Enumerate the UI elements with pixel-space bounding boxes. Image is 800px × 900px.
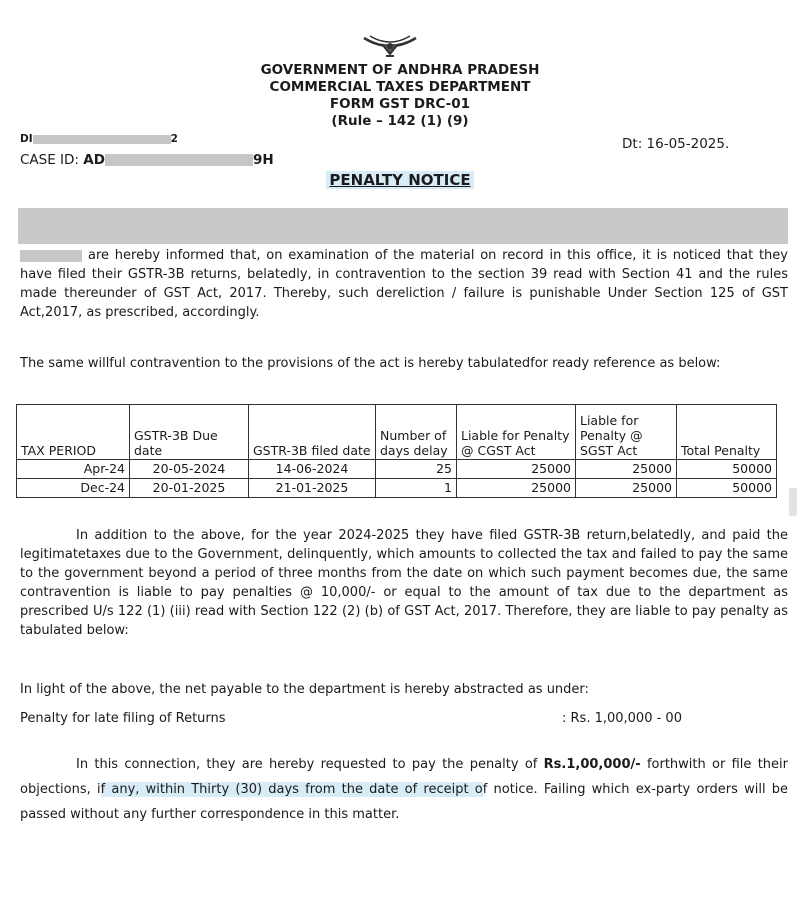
col-cgst-penalty: Liable for Penalty @ CGST Act — [457, 405, 576, 460]
cell-cgst: 25000 — [457, 460, 576, 479]
col-days-delay: Number of days delay — [376, 405, 457, 460]
col-filed-date: GSTR-3B filed date — [249, 405, 376, 460]
header-department: COMMERCIAL TAXES DEPARTMENT — [269, 79, 531, 95]
paragraph-net-payable: In light of the above, the net payable to the department is hereby abstracted as under: — [20, 682, 589, 697]
col-sgst-penalty: Liable for Penalty @ SGST Act — [576, 405, 677, 460]
cell-filed-date: 14-06-2024 — [249, 460, 376, 479]
name-redaction — [20, 250, 82, 262]
table-row — [17, 479, 777, 498]
notice-title-wrap — [0, 170, 800, 189]
paragraph-contravention: The same willful contravention to the provisions of the act is hereby tabulatedfor ready reference as below: — [20, 356, 721, 371]
cell-sgst: 25000 — [576, 479, 677, 498]
notice-date: Dt: 16-05-2025. — [622, 136, 730, 152]
header-form: FORM GST DRC-01 — [329, 96, 471, 112]
addressee-redaction — [18, 208, 788, 244]
cell-tax-period: Apr-24 — [17, 460, 130, 479]
header-rule: (Rule – 142 (1) (9) — [331, 113, 469, 129]
cell-sgst: 25000 — [576, 460, 677, 479]
penalty-amount: Rs.1,00,000/- — [543, 757, 641, 772]
paragraph-request: In this connection, they are hereby requested to pay the penalty of Rs.1,00,000/- forthwith or file their objections, if any, within Thirty (30) days from the date of receipt of notice. Failing which ex-party orders will be passed without any further correspondence in this matter. — [20, 757, 789, 822]
cell-total: 50000 — [677, 479, 777, 498]
col-tax-period: TAX PERIOD — [17, 405, 130, 460]
cell-tax-period: Dec-24 — [17, 479, 130, 498]
table-header-row — [17, 405, 777, 460]
din-number: DI 2 — [20, 133, 178, 145]
penalty-table — [16, 404, 777, 498]
paragraph-intro: are hereby informed that, on examination of the material on record in this office, it is noticed that they have filed their GSTR-3B returns, belatedly, in contravention to the section 39 read with Section 41 and the rules made thereunder of GST Act, 2017. Thereby, such dereliction / failure is punishable Under Section 125 of GST Act,2017, as prescribed, accordingly. — [20, 248, 788, 320]
col-total-penalty: Total Penalty — [677, 405, 777, 460]
case-id: CASE ID: AD 9H — [20, 152, 274, 168]
paragraph-addition: In addition to the above, for the year 2024-2025 they have filed GSTR-3B return,belatedly, and paid the legitimatetaxes due to the Government, delinquently, which amounts to collected the tax and failed to pay the same to the government beyond a period of three months from the date on which such payment becomes due, the same contravention is liable to pay penalties @ 10,000/- or equal to the amount of tax due to the department as prescribed U/s 122 (1) (iii) read with Section 122 (2) (b) of GST Act, 2017. Therefore, they are liable to pay penalty as tabulated below: — [20, 528, 788, 638]
cell-due-date: 20-05-2024 — [130, 460, 249, 479]
highlighted-deadline: f any, within Thirty (30) days from the date of receipt o — [100, 782, 483, 797]
col-due-date: GSTR-3B Due date — [130, 405, 249, 460]
table-row — [17, 460, 777, 479]
case-id-redaction — [105, 154, 253, 166]
cell-filed-date: 21-01-2025 — [249, 479, 376, 498]
header-government: GOVERNMENT OF ANDHRA PRADESH — [260, 62, 540, 78]
summary-label: Penalty for late filing of Returns — [20, 711, 226, 726]
cell-total: 50000 — [677, 460, 777, 479]
state-emblem-icon — [362, 34, 418, 60]
cell-days-delay: 1 — [376, 479, 457, 498]
scrollbar-thumb[interactable] — [789, 488, 797, 516]
cell-days-delay: 25 — [376, 460, 457, 479]
cell-cgst: 25000 — [457, 479, 576, 498]
notice-title: PENALTY NOTICE — [326, 171, 473, 189]
summary-amount: : Rs. 1,00,000 - 00 — [562, 711, 682, 726]
din-redaction — [33, 135, 171, 144]
cell-due-date: 20-01-2025 — [130, 479, 249, 498]
